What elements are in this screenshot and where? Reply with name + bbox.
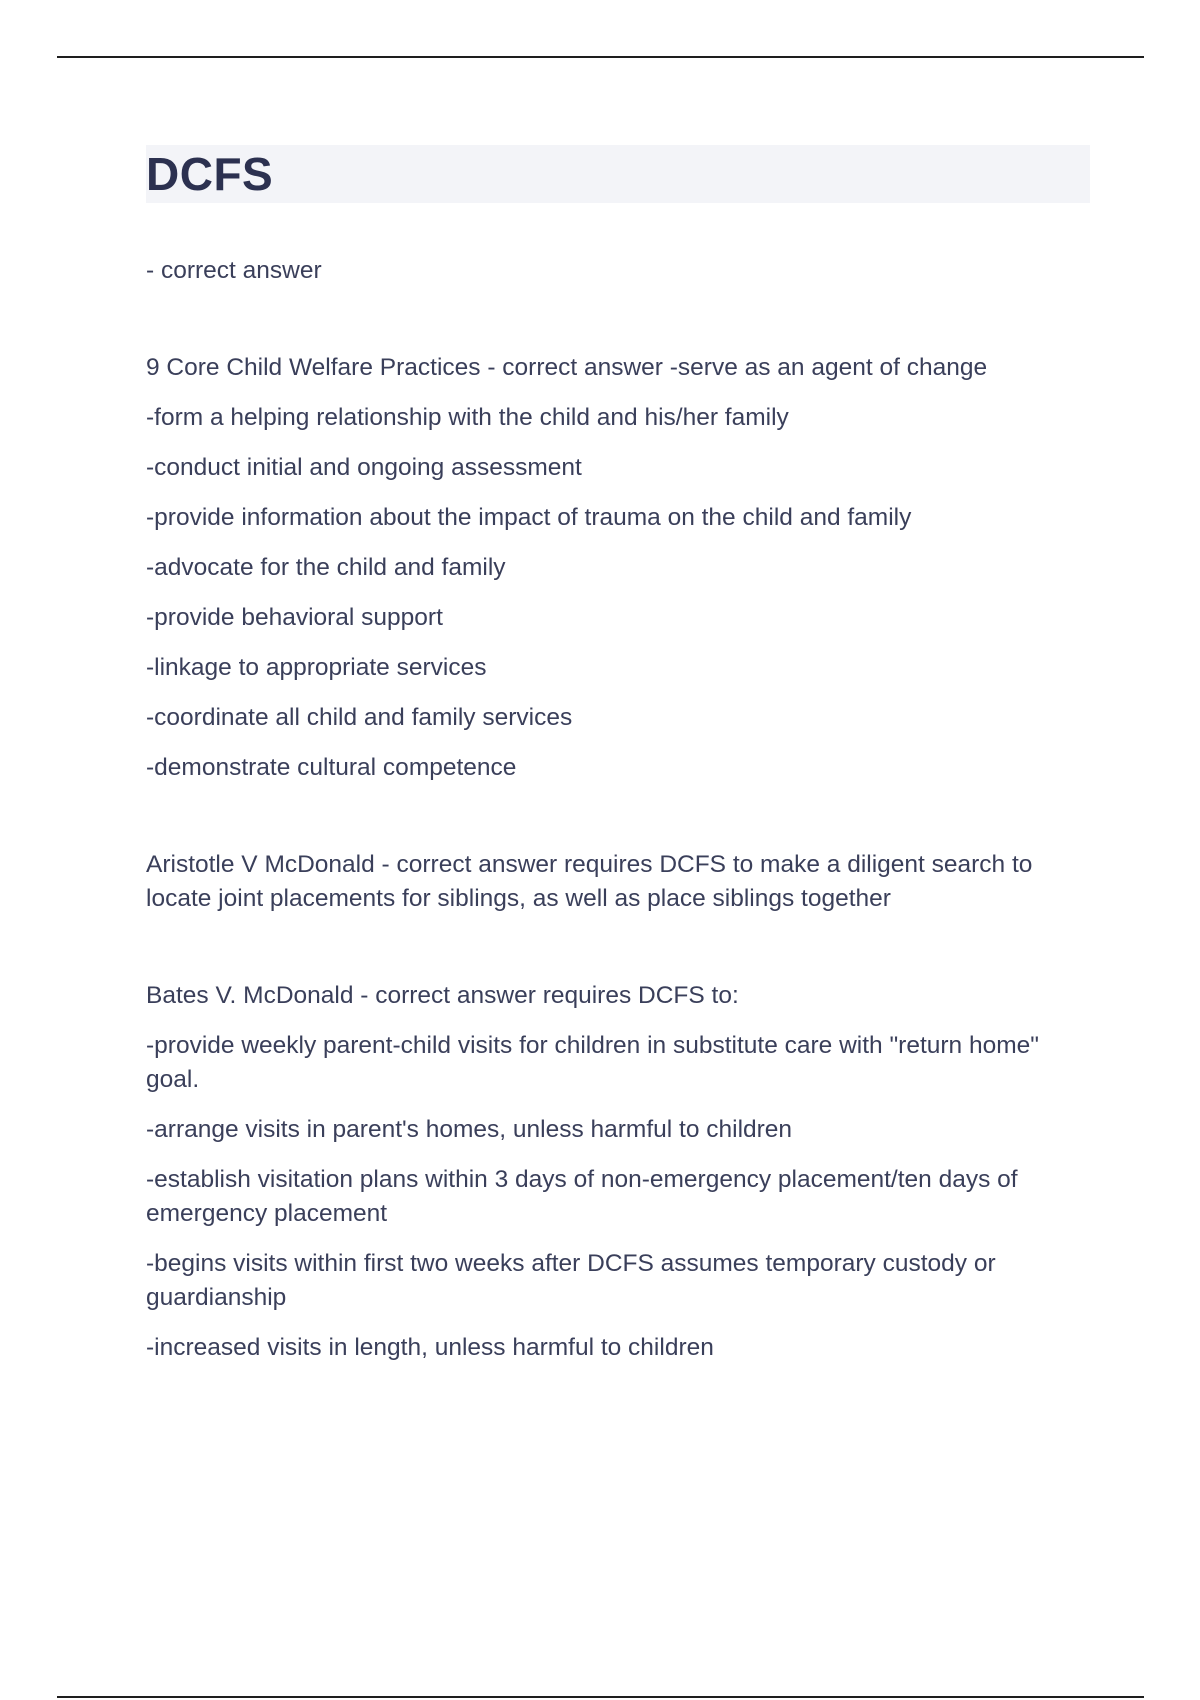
- card-line: -establish visitation plans within 3 days of non-emergency placement/ten days of emergency placement: [146, 1166, 1018, 1227]
- intro-line: - correct answer: [146, 257, 322, 284]
- title-band: [146, 145, 1090, 203]
- card-line: -begins visits within first two weeks after DCFS assumes temporary custody or guardianship: [146, 1250, 996, 1311]
- card-line: -provide behavioral support: [146, 604, 443, 631]
- flashcard-core-practices: [146, 351, 1090, 785]
- card-line: -advocate for the child and family: [146, 554, 506, 581]
- card-line: -coordinate all child and family services: [146, 704, 573, 731]
- document-body: [146, 145, 1090, 1365]
- card-line: -increased visits in length, unless harmful to children: [146, 1334, 714, 1361]
- bottom-rule: [57, 1696, 1144, 1698]
- card-line: -arrange visits in parent's homes, unless harmful to children: [146, 1116, 793, 1143]
- card-line: Aristotle V McDonald - correct answer requires DCFS to make a diligent search to locate joint placements for siblings, as well as place siblings together: [146, 851, 1033, 912]
- card-line: -conduct initial and ongoing assessment: [146, 454, 582, 481]
- flashcard-aristotle: [146, 848, 1090, 916]
- card-line: Bates V. McDonald - correct answer requires DCFS to:: [146, 982, 739, 1009]
- card-line: -demonstrate cultural competence: [146, 754, 517, 781]
- card-line: -provide information about the impact of trauma on the child and family: [146, 504, 912, 531]
- card-line: -provide weekly parent-child visits for children in substitute care with "return home" goal.: [146, 1032, 1039, 1093]
- flashcard-bates: [146, 979, 1090, 1365]
- card-line: -linkage to appropriate services: [146, 654, 487, 681]
- card-line: 9 Core Child Welfare Practices - correct answer -serve as an agent of change: [146, 354, 988, 381]
- top-rule: [57, 56, 1144, 58]
- card-line: -form a helping relationship with the child and his/her family: [146, 404, 789, 431]
- page-title: DCFS: [146, 148, 274, 200]
